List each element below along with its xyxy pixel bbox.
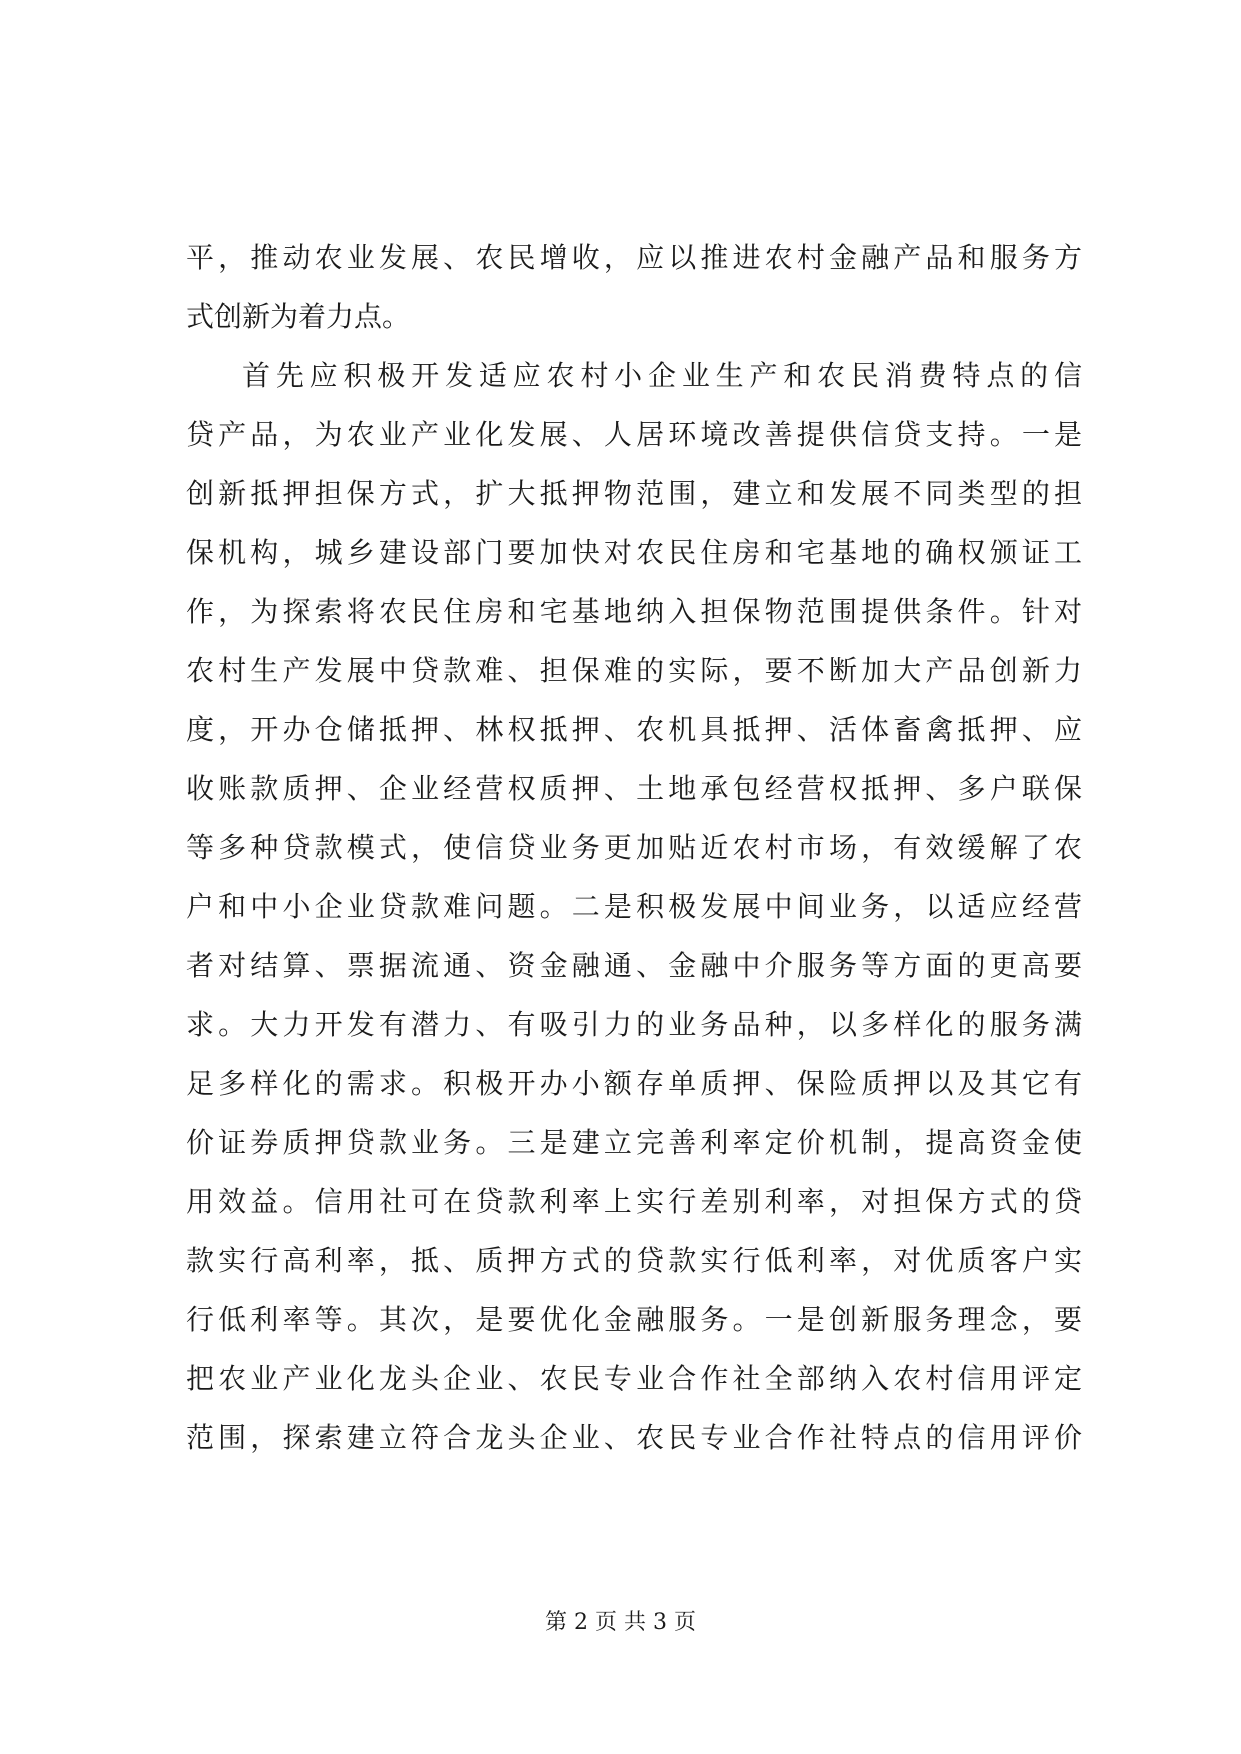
text-line: 足多样化的需求。积极开办小额存单质押、保险质押以及其它有 [186, 1067, 1082, 1100]
text-line: 用效益。信用社可在贷款利率上实行差别利率，对担保方式的贷 [186, 1185, 1082, 1218]
text-line: 户和中小企业贷款难问题。二是积极发展中间业务，以适应经营 [186, 890, 1082, 923]
body-text [186, 228, 1082, 1467]
text-line: 求。大力开发有潜力、有吸引力的业务品种，以多样化的服务满 [186, 1008, 1082, 1041]
text-line: 农村生产发展中贷款难、担保难的实际，要不断加大产品创新力 [186, 654, 1082, 687]
text-line: 创新抵押担保方式，扩大抵押物范围，建立和发展不同类型的担 [186, 477, 1082, 510]
text-line: 平，推动农业发展、农民增收，应以推进农村金融产品和服务方 [186, 241, 1082, 274]
text-line: 范围，探索建立符合龙头企业、农民专业合作社特点的信用评价 [186, 1421, 1082, 1454]
text-line: 度，开办仓储抵押、林权抵押、农机具抵押、活体畜禽抵押、应 [186, 713, 1082, 746]
text-line: 等多种贷款模式，使信贷业务更加贴近农村市场，有效缓解了农 [186, 831, 1082, 864]
text-line: 价证券质押贷款业务。三是建立完善利率定价机制，提高资金使 [186, 1126, 1082, 1159]
page-number-footer: 第 2 页 共 3 页 [545, 1610, 696, 1635]
text-line: 行低利率等。其次，是要优化金融服务。一是创新服务理念，要 [186, 1303, 1082, 1336]
text-line: 款实行高利率，抵、质押方式的贷款实行低利率，对优质客户实 [186, 1244, 1082, 1277]
text-line: 者对结算、票据流通、资金融通、金融中介服务等方面的更高要 [186, 949, 1082, 982]
text-line: 收账款质押、企业经营权质押、土地承包经营权抵押、多户联保 [186, 772, 1082, 805]
text-line: 首先应积极开发适应农村小企业生产和农民消费特点的信 [242, 359, 1082, 392]
text-line: 作，为探索将农民住房和宅基地纳入担保物范围提供条件。针对 [186, 595, 1082, 628]
text-line: 保机构，城乡建设部门要加快对农民住房和宅基地的确权颁证工 [186, 536, 1082, 569]
text-line: 把农业产业化龙头企业、农民专业合作社全部纳入农村信用评定 [186, 1362, 1082, 1395]
text-line: 式创新为着力点。 [186, 300, 411, 333]
text-line: 贷产品，为农业产业化发展、人居环境改善提供信贷支持。一是 [186, 418, 1082, 451]
